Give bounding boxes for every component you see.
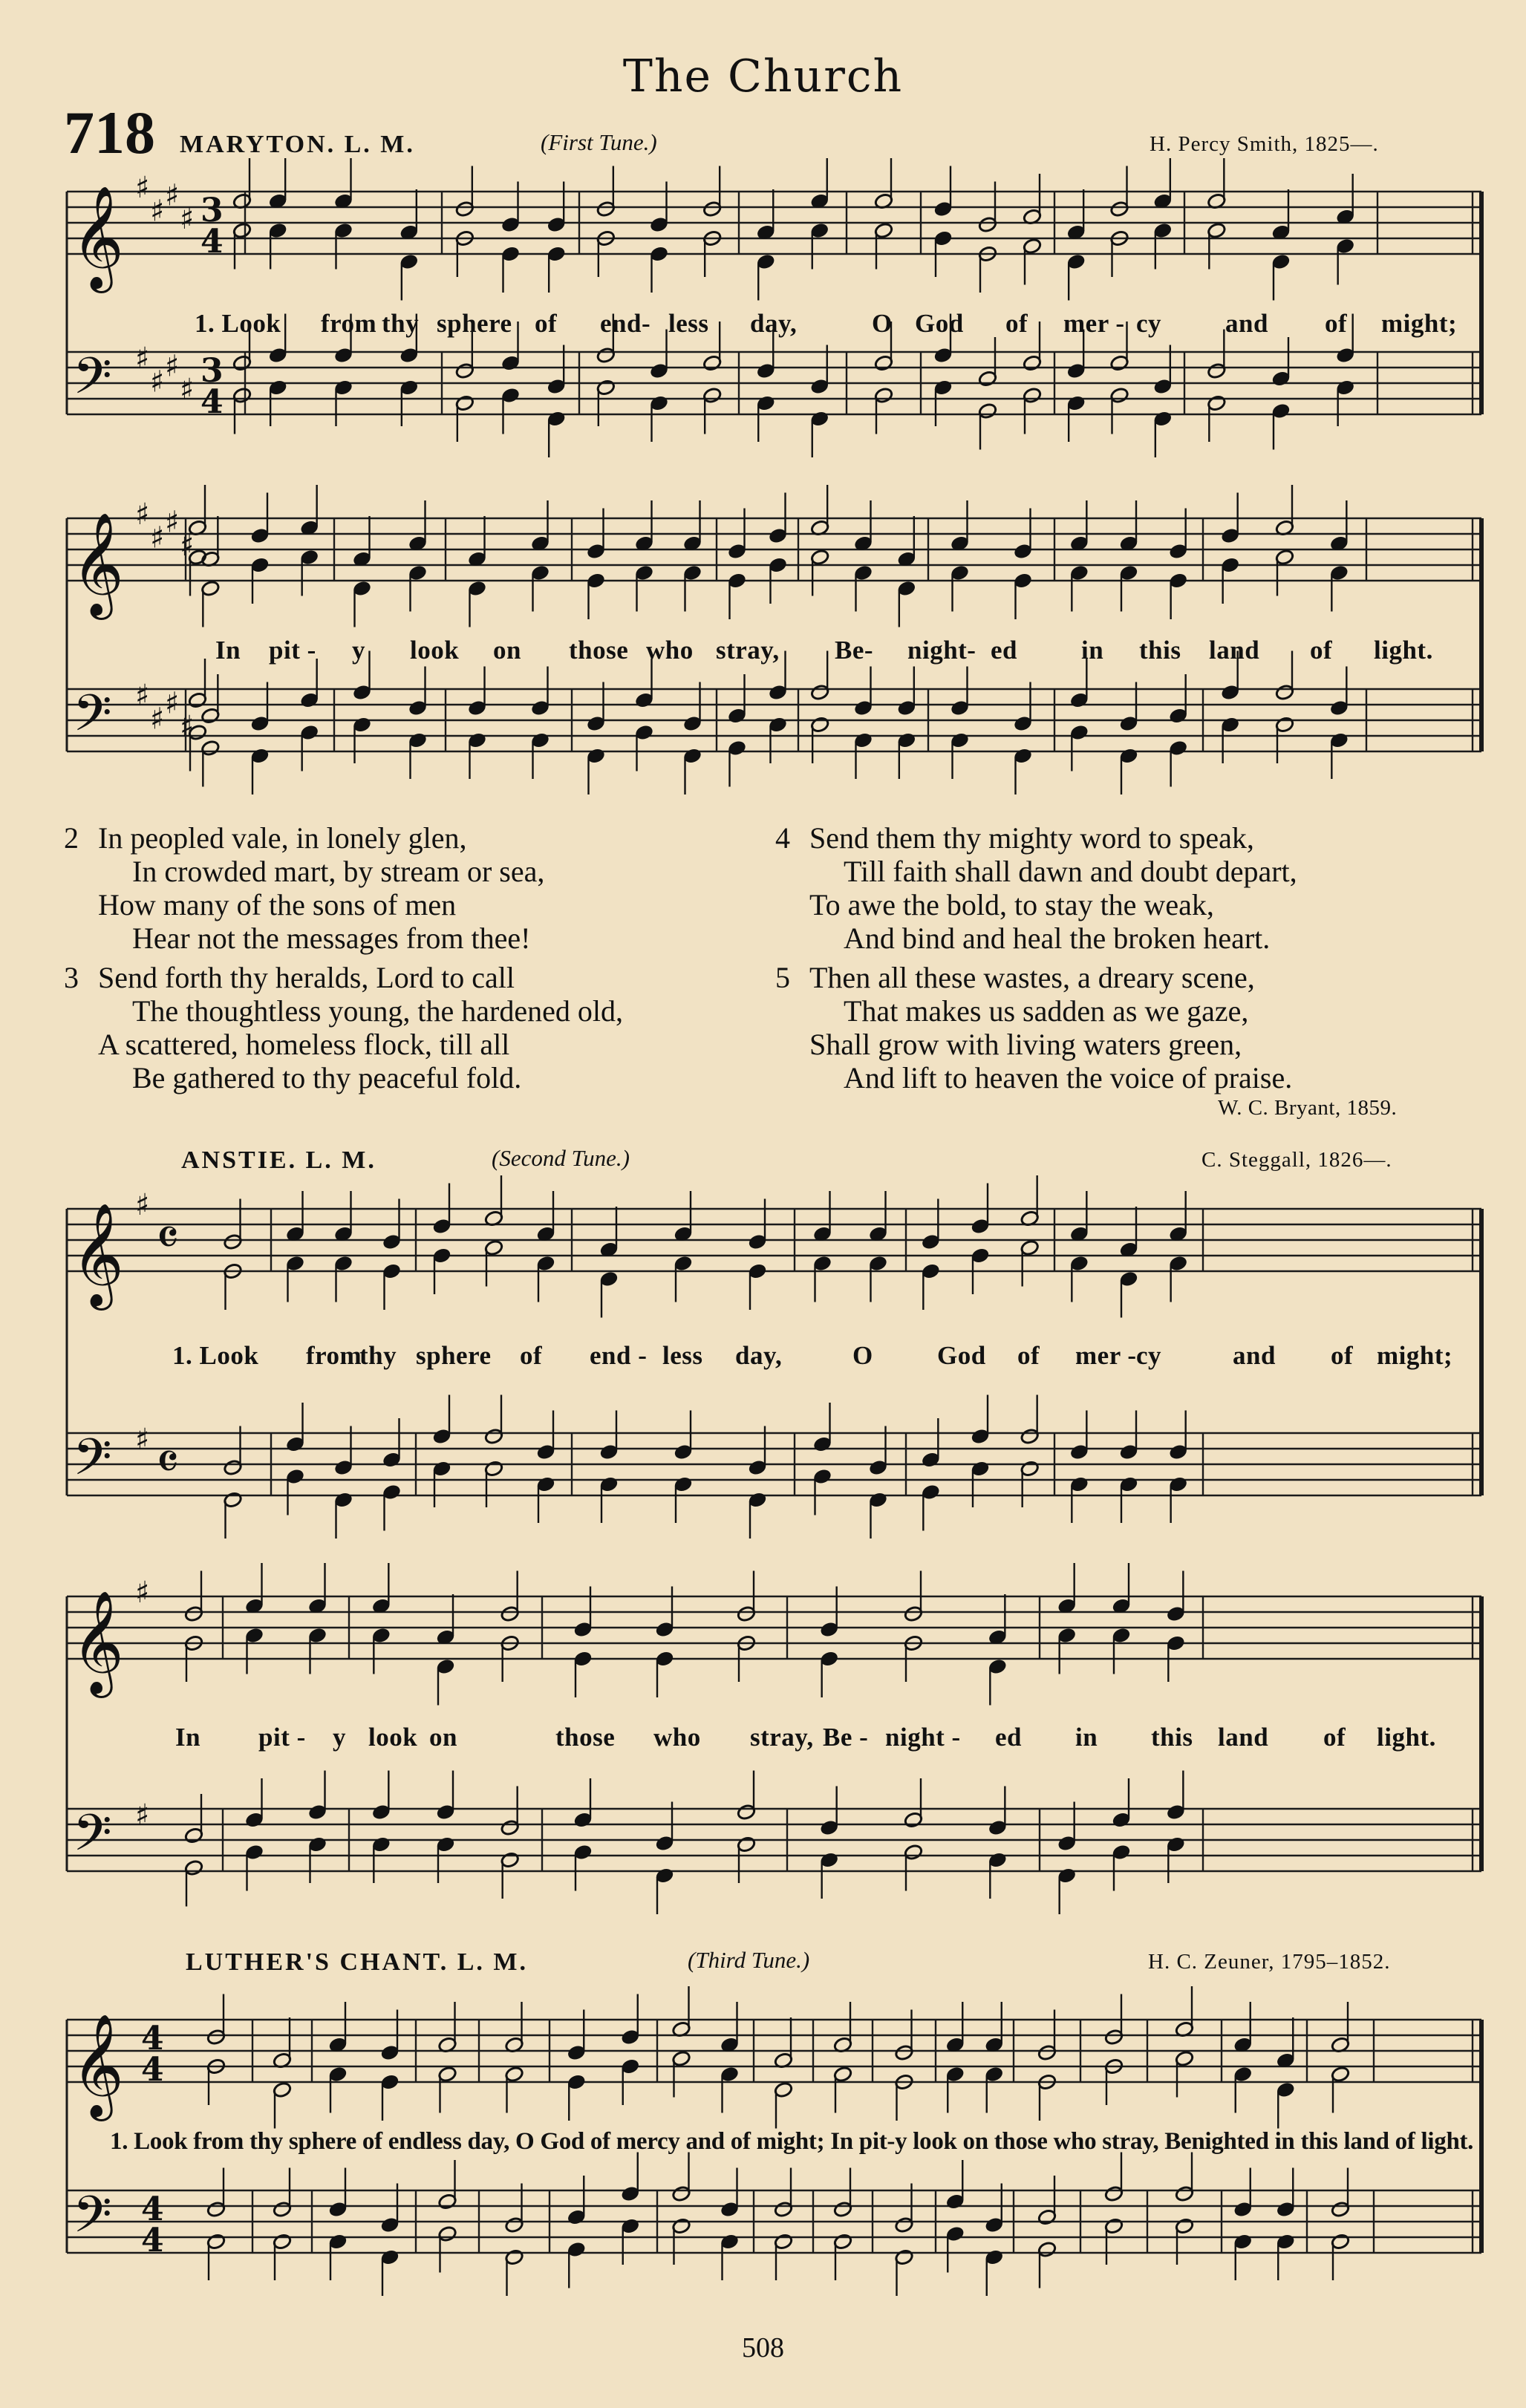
lyric-word: of <box>1325 309 1348 338</box>
lyric-word: this <box>1151 1723 1193 1752</box>
music-symbol: 4 <box>141 2020 164 2058</box>
tune-name-anstie: ANSTIE. L. M. <box>181 1146 376 1174</box>
music-symbol: 3 <box>200 192 224 229</box>
lyric-word: ed <box>991 636 1017 665</box>
lyric-word: day, <box>735 1341 783 1370</box>
music-symbol: 𝄞 <box>71 2014 124 2117</box>
lyric-word: of <box>1017 1341 1040 1370</box>
music-symbol: ♯ <box>135 1798 150 1833</box>
lyric-word: O <box>852 1341 873 1370</box>
music-symbol: 4 <box>141 2222 164 2259</box>
music-symbol: ♯ <box>135 171 150 205</box>
lyric-word: might; <box>1381 309 1458 338</box>
music-symbol: ♯ <box>135 679 150 713</box>
music-symbol: 𝄢 <box>73 1804 112 1875</box>
music-symbol: 𝄞 <box>71 1203 124 1306</box>
bass-staff <box>67 1433 1481 1495</box>
lyric-word: who <box>653 1723 701 1752</box>
page-number: 508 <box>742 2332 784 2363</box>
lyric-word: in <box>1081 636 1104 665</box>
music-symbol: ♯ <box>165 178 180 213</box>
music-symbol: ♯ <box>135 1576 150 1610</box>
lyric-word: In <box>175 1723 201 1752</box>
stanza-4: 4 Send them thy mighty word to speak, Till faith shall dawn and doubt depart, To awe the bold, to stay the weak, And bind and heal the broken heart. <box>775 821 1297 955</box>
lyric-word: sphere <box>437 309 512 338</box>
tune-note-second: (Second Tune.) <box>492 1145 630 1171</box>
lyric-word: In <box>215 636 241 665</box>
lyric-word: in <box>1075 1723 1098 1752</box>
lyric-word: this <box>1139 636 1181 665</box>
music-symbol: 𝄢 <box>73 685 112 755</box>
music-symbol: ♯ <box>135 1188 150 1222</box>
lyric-word: who <box>646 636 694 665</box>
composer-luthers-chant: H. C. Zeuner, 1795–1852. <box>1148 1950 1391 1974</box>
lyric-word: end- <box>600 309 651 338</box>
lyric-word: and <box>1225 309 1268 338</box>
music-symbol: 𝄞 <box>71 512 124 616</box>
lyric-word: those <box>569 636 629 665</box>
lyric-word: from <box>306 1341 362 1370</box>
lyric-word: Be - <box>823 1723 869 1752</box>
music-symbol: 4 <box>200 223 224 261</box>
lyric-word: pit - <box>269 636 316 665</box>
lyric-word: 1. Look <box>195 309 281 338</box>
lyric-word: on <box>429 1723 457 1752</box>
music-symbol: ♯ <box>150 521 165 555</box>
music-symbol: ♯ <box>180 202 195 236</box>
tune-name-maryton: MARYTON. L. M. <box>180 131 415 158</box>
lyric-word: look <box>368 1723 418 1752</box>
lyric-word: and <box>1233 1341 1276 1370</box>
music-symbol: ♯ <box>180 710 195 744</box>
text-author: W. C. Bryant, 1859. <box>1218 1096 1398 1120</box>
music-symbol: ♯ <box>180 373 195 407</box>
treble-staff <box>67 1209 1481 1271</box>
lyric-word: cy <box>1136 1341 1162 1370</box>
lyric-word: of <box>520 1341 543 1370</box>
music-symbol: 4 <box>200 383 224 421</box>
music-symbol: ♯ <box>135 342 150 376</box>
bass-staff <box>67 1809 1481 1871</box>
lyric-word: Be- <box>835 636 874 665</box>
stanza-3: 3 Send forth thy heralds, Lord to call The thoughtless young, the hardened old, A scattered, homeless flock, till all Be gathered to thy peaceful fold. <box>64 961 623 1094</box>
tune-note-first: (First Tune.) <box>541 129 657 155</box>
music-symbol: 4 <box>141 2051 164 2089</box>
lyric-word: light. <box>1377 1723 1436 1752</box>
lyric-word: of <box>1331 1341 1354 1370</box>
tune-note-third: (Third Tune.) <box>688 1947 810 1973</box>
lyric-word: thy <box>382 309 420 338</box>
lyric-word: look <box>410 636 460 665</box>
stanza-2: 2 In peopled vale, in lonely glen, In crowded mart, by stream or sea, How many of the sons of men Hear not the messages from thee! <box>64 821 545 955</box>
music-symbol: ♯ <box>135 1423 150 1457</box>
lyric-word: less <box>668 309 709 338</box>
page-header: The Church <box>622 50 904 102</box>
lyric-word: ed <box>995 1723 1022 1752</box>
lyric-word: less <box>662 1341 703 1370</box>
music-symbol: ♯ <box>165 686 180 721</box>
treble-staff <box>67 2020 1481 2082</box>
lyric-word: night - <box>885 1723 961 1752</box>
stanza-5: 5 Then all these wastes, a dreary scene, That makes us sadden as we gaze, Shall grow with living waters green, And lift to heaven the voice of praise. <box>775 961 1293 1094</box>
music-symbol: 𝄴 <box>156 1207 180 1268</box>
bass-staff <box>67 2190 1481 2253</box>
treble-staff <box>67 1596 1481 1659</box>
lyric-word: thy <box>359 1341 397 1370</box>
music-symbol: 𝄢 <box>73 1429 112 1499</box>
music-symbol: 4 <box>141 2190 164 2228</box>
music-symbol: ♯ <box>165 349 180 384</box>
lyric-word: y <box>352 636 365 665</box>
music-symbol: ♯ <box>150 702 165 737</box>
lyric-word: God <box>915 309 964 338</box>
lyric-word: pit - <box>258 1723 306 1752</box>
composer-maryton: H. Percy Smith, 1825—. <box>1150 132 1379 156</box>
lyric-word: night- <box>907 636 976 665</box>
lyric-word: mer - <box>1075 1341 1137 1370</box>
music-symbol: 𝄴 <box>156 1432 180 1492</box>
music-symbol: 𝄢 <box>73 348 112 418</box>
lyric-word: on <box>493 636 521 665</box>
lyric-word: of <box>535 309 558 338</box>
music-symbol: ♯ <box>150 365 165 399</box>
lyric-word: of <box>1005 309 1028 338</box>
music-symbol: 𝄞 <box>71 1590 124 1694</box>
music-symbol: ♯ <box>135 497 150 532</box>
lyric-word: end - <box>590 1341 648 1370</box>
tune-name-luthers-chant: LUTHER'S CHANT. L. M. <box>186 1948 528 1976</box>
lyric-word: those <box>555 1723 616 1752</box>
music-symbol: 𝄢 <box>73 2186 112 2257</box>
hymn-number: 718 <box>64 99 155 166</box>
lyric-word: of <box>1310 636 1333 665</box>
music-symbol: 3 <box>200 352 224 390</box>
lyric-word: land <box>1209 636 1260 665</box>
music-symbol: ♯ <box>150 194 165 229</box>
lyric-word: stray, <box>716 636 780 665</box>
lyric-word: day, <box>750 309 798 338</box>
lyric-word: y <box>333 1723 346 1752</box>
composer-anstie: C. Steggall, 1826—. <box>1201 1148 1392 1172</box>
music-symbol: 𝄞 <box>71 186 124 289</box>
lyric-word: from <box>321 309 377 338</box>
lyric-word: God <box>937 1341 986 1370</box>
lyric-word: stray, <box>750 1723 814 1752</box>
lyric-word: sphere <box>416 1341 492 1370</box>
music-symbol: ♯ <box>180 529 195 563</box>
lyric-word: of <box>1323 1723 1346 1752</box>
lyric-word: light. <box>1374 636 1433 665</box>
lyric-word: land <box>1218 1723 1269 1752</box>
lyric-word: cy <box>1136 309 1162 338</box>
lyric-word: 1. Look <box>172 1341 259 1370</box>
lyric-word: O <box>872 309 893 338</box>
lyric-word: mer - <box>1063 309 1125 338</box>
lyric-word: might; <box>1377 1341 1453 1370</box>
music-symbol: ♯ <box>165 505 180 540</box>
lyrics-luthers-chant: 1. Look from thy sphere of endless day, O God of mercy and of might; In pit-y look on those who stray, Benighted in this land of light. <box>110 2128 1474 2155</box>
